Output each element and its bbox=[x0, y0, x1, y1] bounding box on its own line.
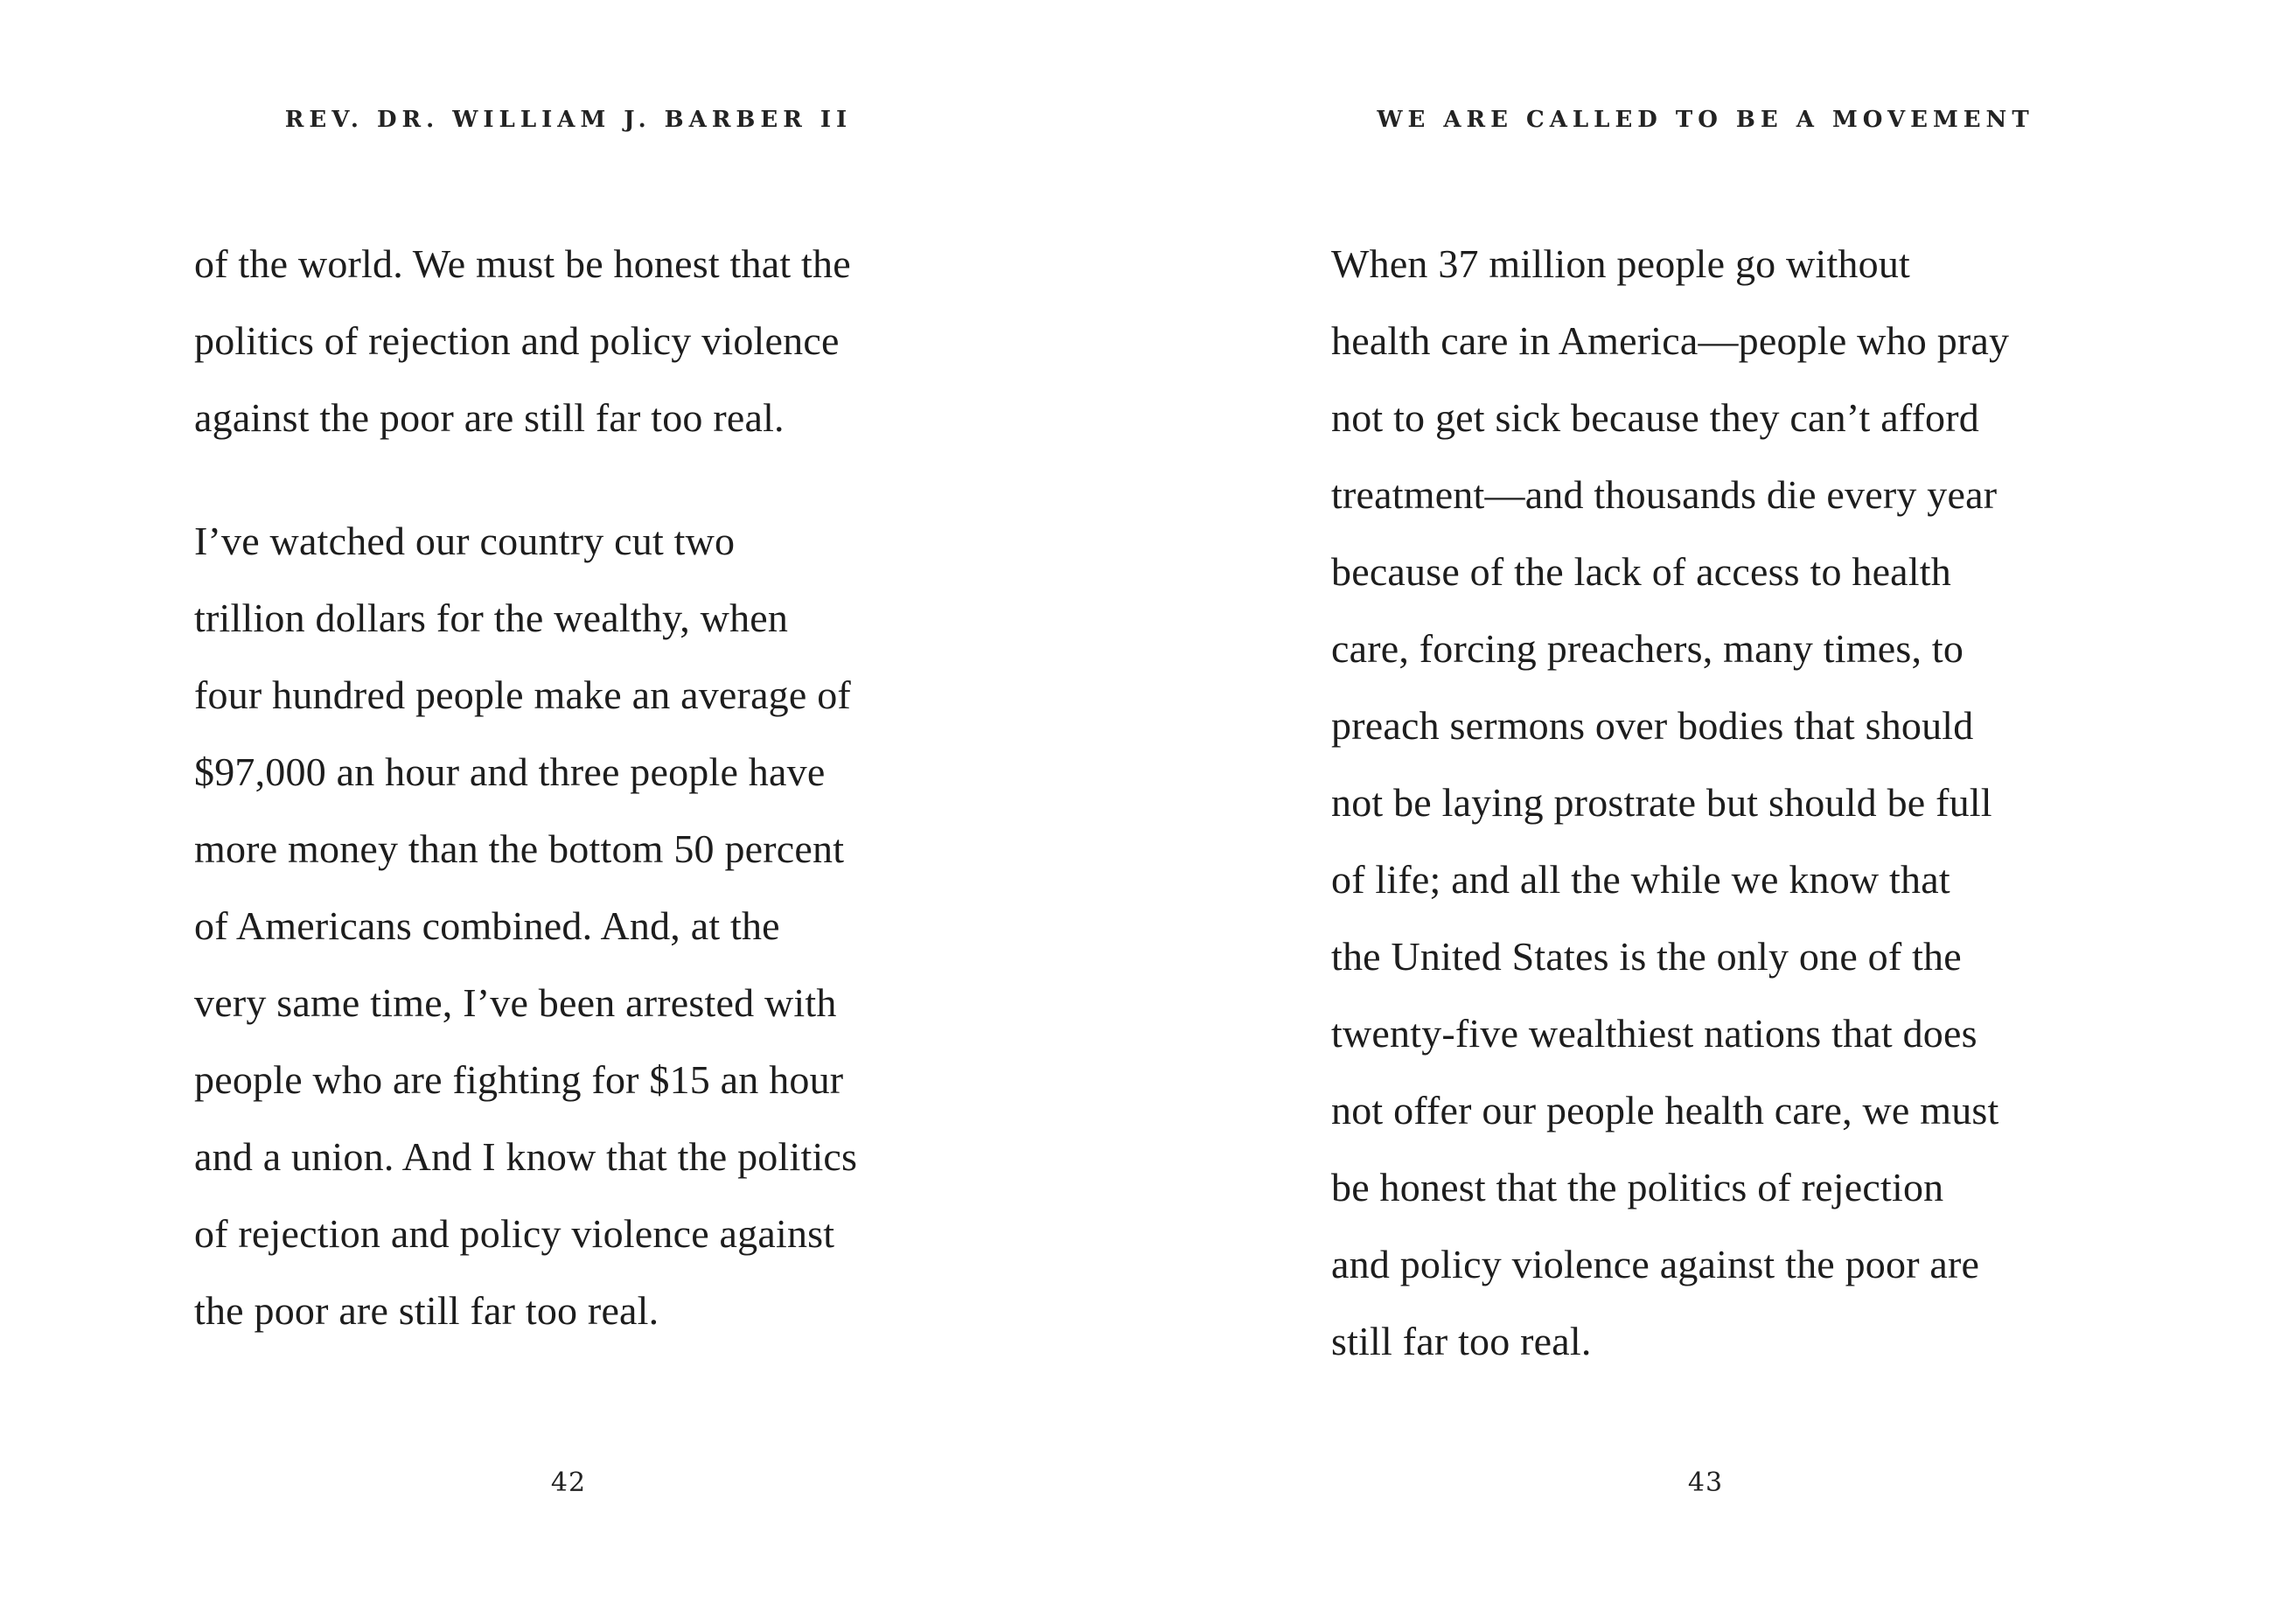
text-line: not be laying prostrate but should be full bbox=[1331, 780, 1992, 825]
text-line: more money than the bottom 50 percent bbox=[194, 826, 845, 871]
running-head-title: WE ARE CALLED TO BE A MOVEMENT bbox=[1377, 107, 2034, 133]
text-line: be honest that the politics of rejection bbox=[1331, 1165, 1944, 1209]
text-line: trillion dollars for the wealthy, when bbox=[194, 596, 789, 640]
text-line: When 37 million people go without bbox=[1331, 241, 1911, 286]
text-line: and policy violence against the poor are bbox=[1331, 1242, 1980, 1286]
text-line: health care in America—people who pray bbox=[1331, 318, 2010, 363]
text-line: not offer our people health care, we must bbox=[1331, 1088, 1999, 1133]
text-line: care, forcing preachers, many times, to bbox=[1331, 626, 1964, 671]
text-line: still far too real. bbox=[1331, 1319, 1592, 1363]
text-line: not to get sick because they can’t afford bbox=[1331, 395, 1979, 440]
body-text-left bbox=[194, 226, 1034, 1349]
body-text-right bbox=[1331, 226, 2171, 1380]
text-line: and a union. And I know that the politics bbox=[194, 1134, 858, 1179]
text-line: I’ve watched our country cut two bbox=[194, 519, 736, 563]
text-line: the United States is the only one of the bbox=[1331, 934, 1962, 979]
paragraph bbox=[194, 503, 1034, 1349]
text-line: of Americans combined. And, at the bbox=[194, 903, 780, 948]
text-line: twenty-five wealthiest nations that does bbox=[1331, 1011, 1978, 1056]
paragraph bbox=[194, 226, 1034, 457]
text-line: because of the lack of access to health bbox=[1331, 549, 1951, 594]
text-line: against the poor are still far too real. bbox=[194, 395, 785, 440]
text-line: of the world. We must be honest that the bbox=[194, 241, 851, 286]
running-head-author: REV. DR. WILLIAM J. BARBER II bbox=[284, 107, 853, 133]
text-line: $97,000 an hour and three people have bbox=[194, 749, 826, 794]
text-line: very same time, I’ve been arrested with bbox=[194, 980, 837, 1025]
page-number-left: 42 bbox=[550, 1467, 587, 1498]
text-line: preach sermons over bodies that should bbox=[1331, 703, 1974, 748]
page-right bbox=[1137, 0, 2274, 1624]
text-line: politics of rejection and policy violence bbox=[194, 318, 840, 363]
text-line: people who are fighting for $15 an hour bbox=[194, 1057, 844, 1102]
text-line: of life; and all the while we know that bbox=[1331, 857, 1950, 902]
text-line: of rejection and policy violence against bbox=[194, 1211, 835, 1256]
paragraph bbox=[1331, 226, 2171, 1380]
text-line: the poor are still far too real. bbox=[194, 1288, 659, 1333]
text-line: treatment—and thousands die every year bbox=[1331, 472, 1998, 517]
page-number-right: 43 bbox=[1687, 1467, 1724, 1498]
text-line: four hundred people make an average of bbox=[194, 673, 851, 717]
